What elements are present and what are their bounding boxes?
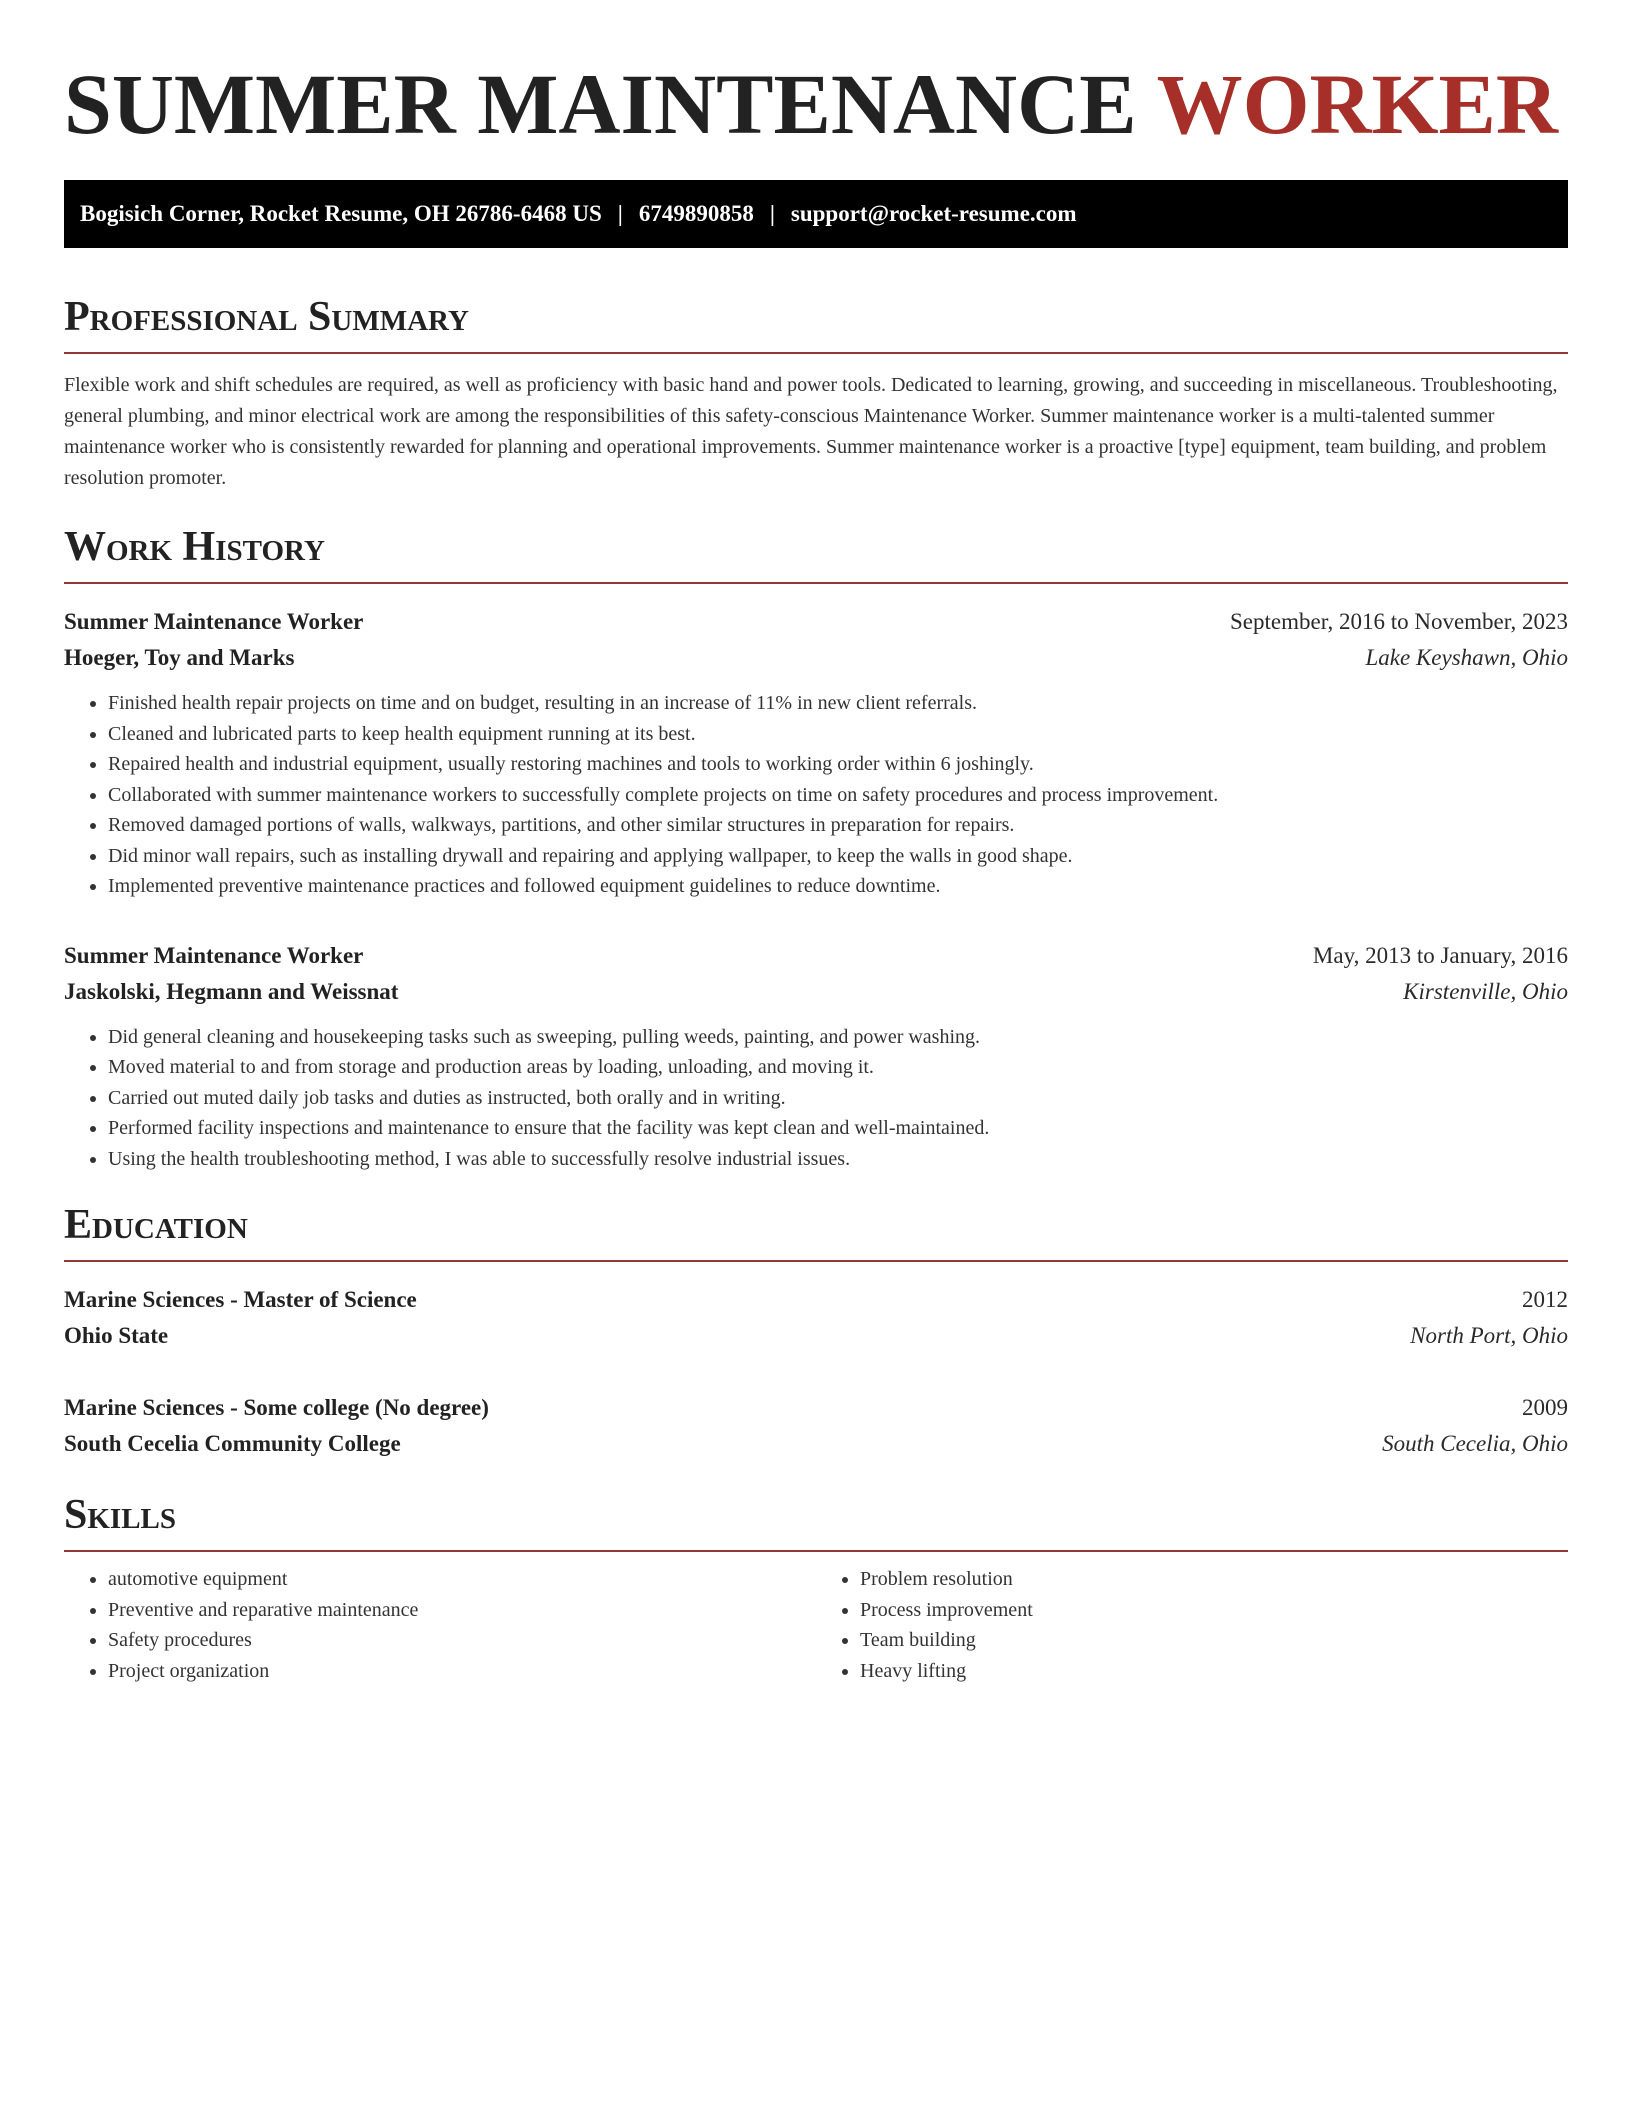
job-title: Summer Maintenance Worker bbox=[64, 609, 364, 634]
resume-name bbox=[64, 56, 1568, 152]
education-year: 2009 bbox=[1522, 1395, 1568, 1420]
work-history-section bbox=[64, 524, 1568, 1174]
education-location: South Cecelia, Ohio bbox=[1382, 1431, 1568, 1456]
list-item: • Collaborated with summer maintenance workers to successfully complete projects on time on safety procedures and process improvement. bbox=[108, 780, 1568, 811]
name-main: SUMMER MAINTENANCE bbox=[64, 56, 1137, 152]
skills-list-left bbox=[64, 1564, 816, 1686]
education-section bbox=[64, 1202, 1568, 1462]
job-company: Hoeger, Toy and Marks bbox=[64, 645, 295, 670]
education-heading: Education bbox=[64, 1202, 1568, 1262]
list-item: • Implemented preventive maintenance practices and followed equipment guidelines to reduce downtime. bbox=[108, 871, 1568, 902]
skill-item: • Problem resolution bbox=[860, 1564, 1568, 1595]
contact-address: Bogisich Corner, Rocket Resume, OH 26786-6468 US bbox=[80, 201, 602, 226]
work-history-heading: Work History bbox=[64, 524, 1568, 584]
list-item: • Performed facility inspections and maintenance to ensure that the facility was kept clean and well-maintained. bbox=[108, 1113, 1568, 1144]
skills-section bbox=[64, 1492, 1568, 1686]
job-bullets bbox=[64, 1022, 1568, 1175]
job-entry bbox=[64, 938, 1568, 1175]
job-company-row bbox=[64, 974, 1568, 1010]
summary-section bbox=[64, 294, 1568, 494]
skill-item: • Project organization bbox=[108, 1656, 816, 1687]
job-bullets bbox=[64, 688, 1568, 902]
skills-list-right bbox=[816, 1564, 1568, 1686]
list-item: • Cleaned and lubricated parts to keep health equipment running at its best. bbox=[108, 719, 1568, 750]
job-entry bbox=[64, 604, 1568, 902]
job-location: Kirstenville, Ohio bbox=[1403, 978, 1568, 1004]
job-location: Lake Keyshawn, Ohio bbox=[1365, 645, 1568, 670]
education-entry bbox=[64, 1282, 1568, 1354]
education-year: 2012 bbox=[1522, 1287, 1568, 1312]
job-dates: September, 2016 to November, 2023 bbox=[1230, 609, 1568, 634]
education-degree: Marine Sciences - Master of Science bbox=[64, 1287, 417, 1312]
contact-separator: | bbox=[617, 201, 623, 226]
education-entry bbox=[64, 1390, 1568, 1462]
skills-heading: Skills bbox=[64, 1492, 1568, 1552]
skill-item: • Preventive and reparative maintenance bbox=[108, 1595, 816, 1626]
contact-email: support@rocket-resume.com bbox=[790, 201, 1077, 226]
education-degree-row bbox=[64, 1282, 1568, 1318]
education-school: Ohio State bbox=[64, 1323, 169, 1348]
list-item: • Removed damaged portions of walls, walkways, partitions, and other similar structures in preparation for repairs. bbox=[108, 810, 1568, 841]
education-school-row bbox=[64, 1426, 1568, 1462]
education-degree-row bbox=[64, 1390, 1568, 1426]
list-item: • Did minor wall repairs, such as installing drywall and repairing and applying wallpaper, to keep the walls in good shape. bbox=[108, 841, 1568, 872]
job-header-row bbox=[64, 604, 1568, 640]
skill-item: • Heavy lifting bbox=[860, 1656, 1568, 1687]
education-degree: Marine Sciences - Some college (No degree) bbox=[64, 1395, 489, 1420]
education-school: South Cecelia Community College bbox=[64, 1431, 401, 1456]
education-school-row bbox=[64, 1318, 1568, 1354]
job-company-row bbox=[64, 640, 1568, 676]
list-item: • Moved material to and from storage and production areas by loading, unloading, and moving it. bbox=[108, 1052, 1568, 1083]
summary-heading: Professional Summary bbox=[64, 294, 1568, 354]
education-location: North Port, Ohio bbox=[1410, 1323, 1568, 1348]
contact-phone: 6749890858 bbox=[638, 201, 754, 226]
job-company: Jaskolski, Hegmann and Weissnat bbox=[64, 978, 399, 1004]
skill-item: • Team building bbox=[860, 1625, 1568, 1656]
summary-text: Flexible work and shift schedules are required, as well as proficiency with basic hand and power tools. Dedicated to learning, growing, and succeeding in miscellaneous. Troubleshooting, general plumbing, and minor electrical work are among the responsibilities of this safety-conscious Maintenance Worker. Summer maintenance worker is a multi-talented summer maintenance worker who is consistently rewarded for planning and operational improvements. Summer maintenance worker is a proactive [type] equipment, team building, and problem resolution promoter. bbox=[64, 374, 1558, 489]
list-item: • Repaired health and industrial equipment, usually restoring machines and tools to working order within 6 joshingly. bbox=[108, 749, 1568, 780]
job-dates: May, 2013 to January, 2016 bbox=[1312, 942, 1568, 968]
name-accent: WORKER bbox=[1156, 56, 1558, 152]
list-item: • Carried out muted daily job tasks and duties as instructed, both orally and in writing. bbox=[108, 1083, 1568, 1114]
job-title: Summer Maintenance Worker bbox=[64, 942, 364, 968]
list-item: • Using the health troubleshooting method, I was able to successfully resolve industrial issues. bbox=[108, 1144, 1568, 1175]
job-header-row bbox=[64, 938, 1568, 974]
skill-item: • Safety procedures bbox=[108, 1625, 816, 1656]
skill-item: • Process improvement bbox=[860, 1595, 1568, 1626]
list-item: • Finished health repair projects on time and on budget, resulting in an increase of 11% in new client referrals. bbox=[108, 688, 1568, 719]
list-item: • Did general cleaning and housekeeping tasks such as sweeping, pulling weeds, painting, and power washing. bbox=[108, 1022, 1568, 1053]
skill-item: • automotive equipment bbox=[108, 1564, 816, 1595]
contact-separator: | bbox=[769, 201, 775, 226]
skills-columns bbox=[64, 1564, 1568, 1686]
contact-bar bbox=[64, 180, 1568, 248]
